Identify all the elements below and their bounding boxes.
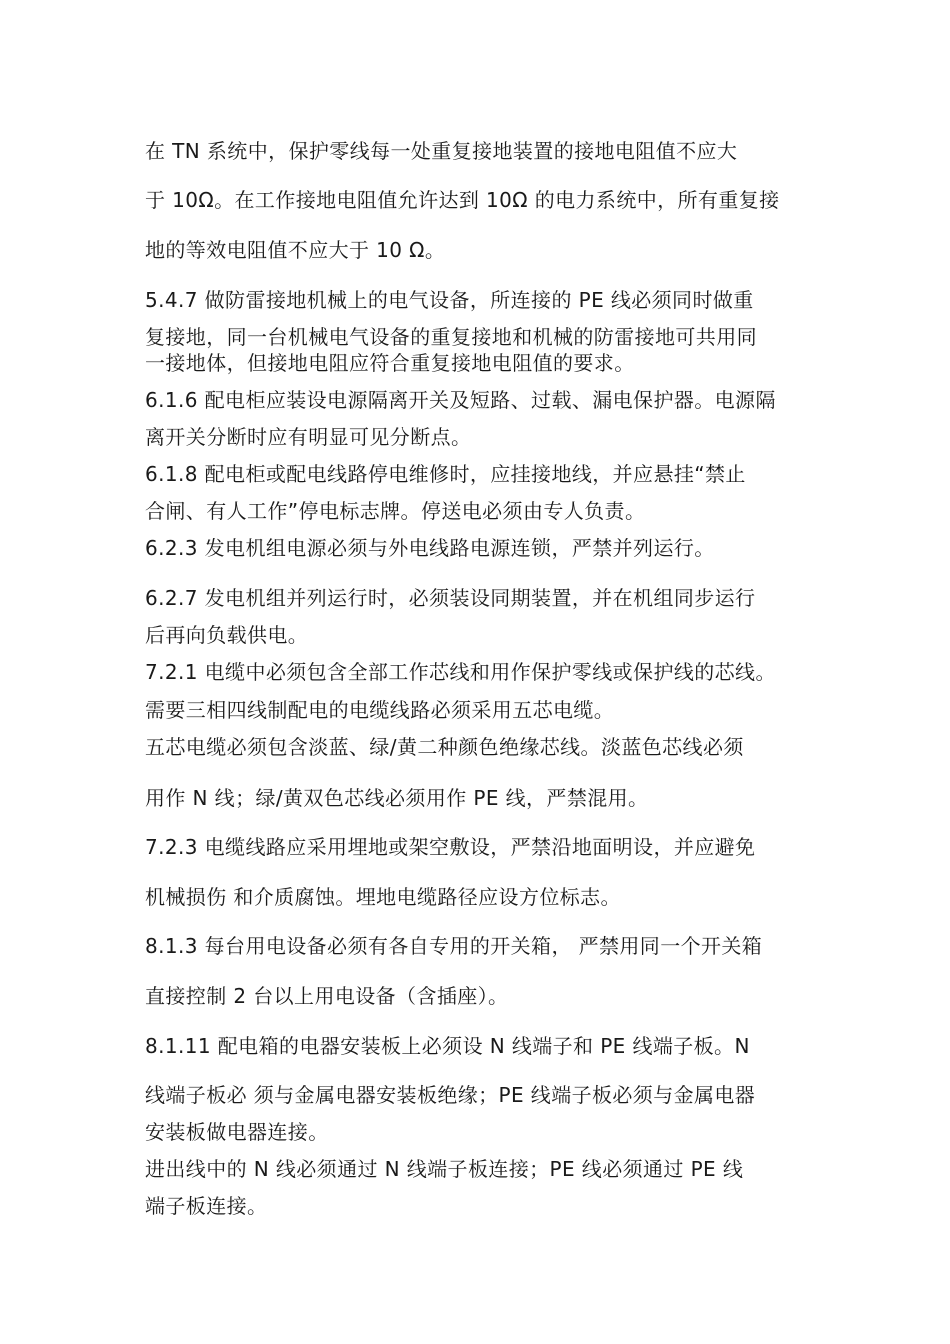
text-line: 6.1.6 配电柜应装设电源隔离开关及短路、过载、漏电保护器。电源隔 bbox=[145, 388, 776, 412]
text-line: 后再向负载供电。 bbox=[145, 623, 309, 647]
text-line: 7.2.1 电缆中必须包含全部工作芯线和用作保护零线或保护线的芯线。 bbox=[145, 660, 776, 684]
text-line: 7.2.3 电缆线路应采用埋地或架空敷设，严禁沿地面明设，并应避免 bbox=[145, 835, 756, 859]
text-line: 6.1.8 配电柜或配电线路停电维修时，应挂接地线，并应悬挂“禁止 bbox=[145, 462, 746, 486]
text-line: 五芯电缆必须包含淡蓝、绿/黄二种颜色绝缘芯线。淡蓝色芯线必须 bbox=[145, 735, 744, 759]
text-line: 进出线中的 N 线必须通过 N 线端子板连接；PE 线必须通过 PE 线 bbox=[145, 1157, 744, 1181]
text-line: 5.4.7 做防雷接地机械上的电气设备，所连接的 PE 线必须同时做重 bbox=[145, 288, 754, 312]
text-line: 6.2.7 发电机组并列运行时，必须装设同期装置，并在机组同步运行 bbox=[145, 586, 756, 610]
text-line: 机械损伤 和介质腐蚀。埋地电缆路径应设方位标志。 bbox=[145, 885, 621, 909]
text-line: 安装板做电器连接。 bbox=[145, 1120, 329, 1144]
text-line: 复接地，同一台机械电气设备的重复接地和机械的防雷接地可共用同 bbox=[145, 325, 757, 349]
text-line: 地的等效电阻值不应大于 10 Ω。 bbox=[145, 238, 446, 262]
text-line: 在 TN 系统中，保护零线每一处重复接地装置的接地电阻值不应大 bbox=[145, 139, 738, 163]
text-line: 线端子板必 须与金属电器安装板绝缘；PE 线端子板必须与金属电器 bbox=[145, 1083, 756, 1107]
text-line: 离开关分断时应有明显可见分断点。 bbox=[145, 425, 472, 449]
text-line: 8.1.3 每台用电设备必须有各自专用的开关箱， 严禁用同一个开关箱 bbox=[145, 934, 763, 958]
text-line: 需要三相四线制配电的电缆线路必须采用五芯电缆。 bbox=[145, 698, 615, 722]
text-line: 用作 N 线；绿/黄双色芯线必须用作 PE 线，严禁混用。 bbox=[145, 786, 649, 810]
text-line: 一接地体，但接地电阻应符合重复接地电阻值的要求。 bbox=[145, 351, 635, 375]
text-line: 于 10Ω。在工作接地电阻值允许达到 10Ω 的电力系统中，所有重复接 bbox=[145, 188, 780, 212]
text-line: 直接控制 2 台以上用电设备（含插座）。 bbox=[145, 984, 509, 1008]
text-line: 合闸、有人工作”停电标志牌。停送电必须由专人负责。 bbox=[145, 499, 646, 523]
text-line: 6.2.3 发电机组电源必须与外电线路电源连锁，严禁并列运行。 bbox=[145, 536, 715, 560]
text-line: 端子板连接。 bbox=[145, 1194, 268, 1218]
text-line: 8.1.11 配电箱的电器安装板上必须设 N 线端子和 PE 线端子板。N bbox=[145, 1034, 750, 1058]
